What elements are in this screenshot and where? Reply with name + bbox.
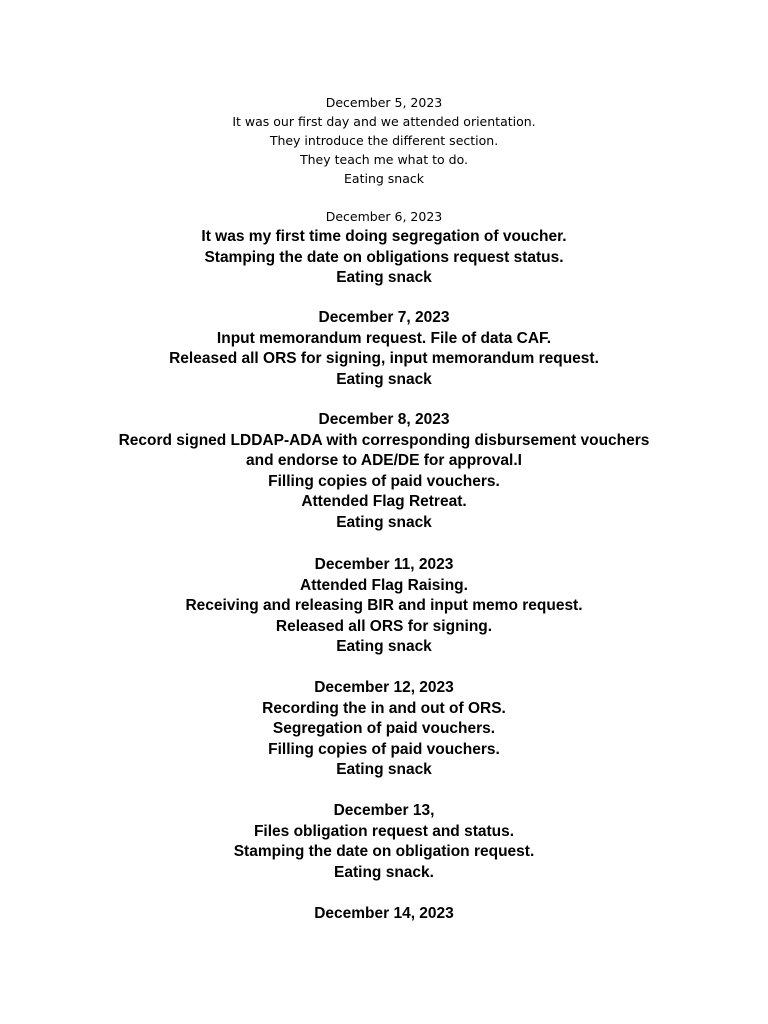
entry-line: Filling copies of paid vouchers. <box>268 472 500 490</box>
entry-line: It was our first day and we attended orientation. <box>232 114 536 129</box>
entry-line: Attended Flag Raising. <box>300 576 468 594</box>
journal-entry-dec-13 <box>0 801 768 883</box>
journal-entry-dec-12 <box>0 678 768 781</box>
journal-entry-dec-5 <box>0 93 768 188</box>
entry-line: They introduce the different section. <box>269 133 499 148</box>
entry-line: Files obligation request and status. <box>253 822 515 840</box>
entry-line: and endorse to ADE/DE for approval.I <box>246 452 522 470</box>
entry-date: December 12, 2023 <box>314 679 454 696</box>
entry-line: Released all ORS for signing, input memorandum request. <box>169 350 599 368</box>
entry-date: December 14, 2023 <box>314 905 454 922</box>
entry-line: Eating snack <box>336 761 432 779</box>
entry-line: Segregation of paid vouchers. <box>272 720 496 738</box>
entry-line: Filling copies of paid vouchers. <box>268 740 500 758</box>
entry-line: Eating snack <box>336 269 432 287</box>
entry-date: December 5, 2023 <box>325 95 443 110</box>
entry-line: Eating snack <box>344 171 424 186</box>
entry-line: Eating snack <box>336 370 432 388</box>
entry-line: Recording the in and out of ORS. <box>262 699 506 717</box>
entry-date: December 8, 2023 <box>318 411 450 428</box>
journal-entry-dec-14 <box>0 904 768 925</box>
entry-line: Attended Flag Retreat. <box>301 493 467 511</box>
entry-line: Input memorandum request. File of data CAF. <box>216 329 552 347</box>
entry-line: Stamping the date on obligation request. <box>233 843 535 861</box>
journal-entry-dec-8 <box>0 410 768 534</box>
entry-line: Record signed LDDAP-ADA with corresponding disbursement vouchers <box>118 431 650 449</box>
journal-entry-dec-11 <box>0 555 768 658</box>
entry-line: Receiving and releasing BIR and input memo request. <box>185 597 583 615</box>
entry-date: December 6, 2023 <box>325 209 443 224</box>
journal-entry-dec-7 <box>0 308 768 390</box>
entry-line: It was my first time doing segregation of voucher. <box>201 228 567 245</box>
entry-date: December 11, 2023 <box>314 556 454 573</box>
journal-entry-dec-6 <box>0 207 768 289</box>
entry-line: Released all ORS for signing. <box>275 617 493 635</box>
entry-line: Eating snack <box>336 513 432 531</box>
entry-date: December 7, 2023 <box>318 309 450 326</box>
entry-date: December 13, <box>333 802 435 819</box>
entry-line: Eating snack. <box>334 863 434 881</box>
entry-line: Eating snack <box>336 638 432 656</box>
entry-line: They teach me what to do. <box>299 152 469 167</box>
entry-line: Stamping the date on obligations request status. <box>204 248 564 266</box>
